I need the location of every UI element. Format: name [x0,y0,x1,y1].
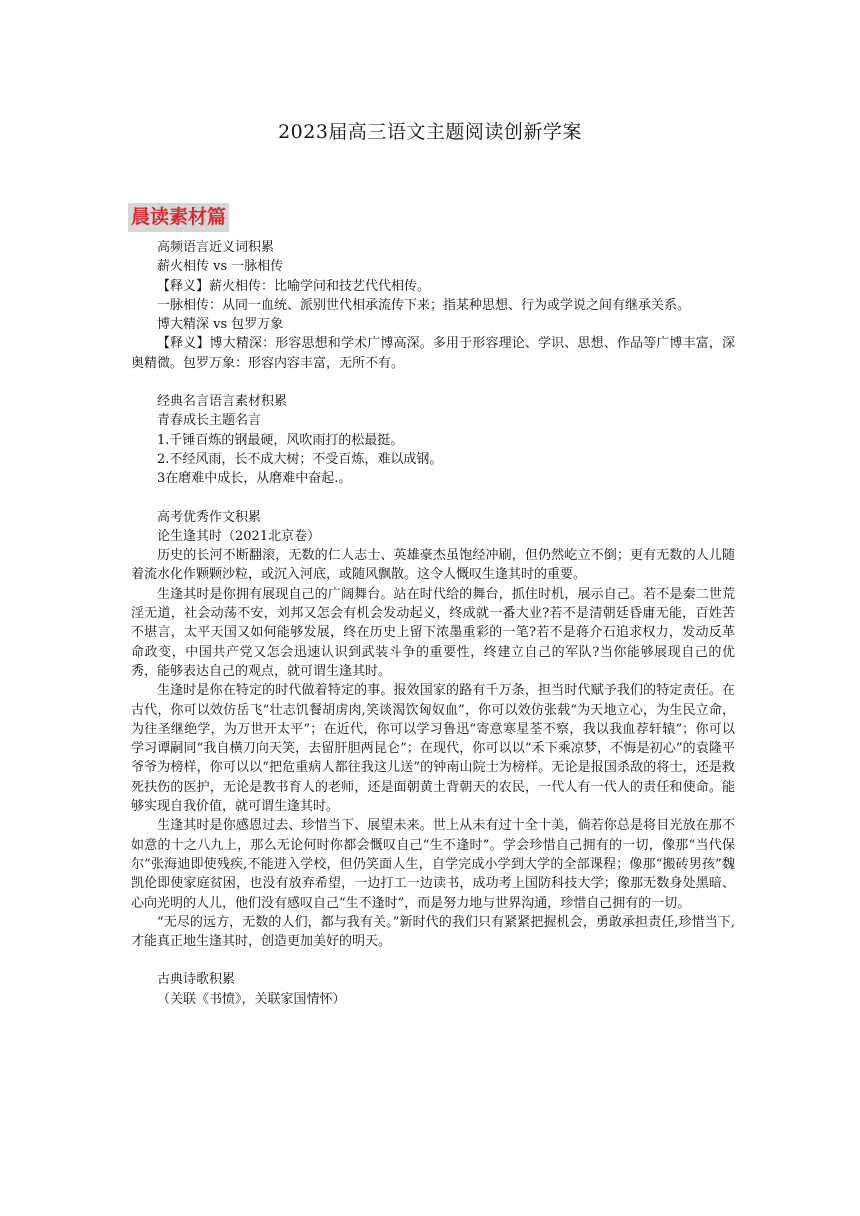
quote-item: 2.不经风雨，长不成大树；不受百炼，难以成钢。 [157,451,443,467]
essay-paragraph: “无尽的远方，无数的人们，都与我有关。”新时代的我们只有紧紧把握机会，勇敢承担责任,珍惜当下,才能真正地生逢其时，创造更加美好的明天。 [131,914,735,950]
vocab-pair-1-definition-2: 一脉相传：从同一血统、派别世代相承流传下来；指某种思想、行为或学说之间有继承关系。 [157,297,691,313]
essay-heading: 高考优秀作文积累 [157,509,262,525]
essay-paragraph: 历史的长河不断翻滚，无数的仁人志士、英雄豪杰虽饱经冲刷，但仍然屹立不倒；更有无数的人儿随着流水化作颗颗沙粒，或沉入河底，或随风飘散。这令人慨叹生逢其时的重要。 [131,548,735,583]
vocab-heading: 高频语言近义词积累 [157,240,275,255]
spacer [131,489,735,508]
poetry-heading: 古典诗歌积累 [157,972,236,988]
quote-item: 3在磨难中成长，从磨难中奋起.。 [157,471,352,487]
spacer [131,951,735,970]
vocab-pair-2: 博大精深 vs 包罗万象 [157,317,284,333]
quotes-subheading: 青春成长主题名言 [157,413,262,429]
spacer [131,373,735,392]
vocab-pair-2-definition: 【释义】博大精深：形容思想和学术广博高深。多用于形容理论、学识、思想、作品等广博丰富，深奥精微。包罗万象：形容内容丰富，无所不有。 [131,336,735,371]
essay-paragraph: 生逢其时是你感恩过去、珍惜当下、展望未来。世上从未有过十全十美，倘若你总是将目光放在那不如意的十之八九上，那么无论何时你都会慨叹自己“生不逢时”。学会珍惜自己拥有的一切，像那“当代保尔”张海迪即使残疾,不能进入学校，但仍笑面人生，自学完成小学到大学的全部课程；像那“搬砖男孩”魏凯伦即使家庭贫困，也没有放弃希望，一边打工一边读书，成功考上国防科技大学；像那无数身处黑暗、心向光明的人儿，他们没有感叹自己“生不逢时”，而是努力地与世界沟通，珍惜自己拥有的一切。 [131,818,735,911]
essay-paragraph: 生逢时是你在特定的时代做着特定的事。报效国家的路有千万条，担当时代赋予我们的特定责任。在古代，你可以效仿岳飞“壮志饥餐胡虏肉,笑谈渴饮匈奴血”，你可以效仿张载“为天地立心，为生民立命，为往圣继绝学，为万世开太平”；在近代，你可以学习鲁迅“寄意寒星荃不察，我以我血荐轩辕”；你可以学习谭嗣同“我自横刀向天笑，去留肝胆两昆仑”；在现代，你可以以“禾下乘凉梦，不悔是初心”的袁隆平爷爷为榜样，你可以以“把危重病人都往我这儿送”的钟南山院士为榜样。无论是报国杀敌的将士，还是救死扶伤的医护，无论是教书育人的老师，还是面朝黄土背朝天的农民，一代人有一代人的责任和使命。能够实现自我价值，就可谓生逢其时。 [131,683,735,815]
section-header-morning-reading: 晨读素材篇 [128,203,229,232]
quotes-heading: 经典名言语言素材积累 [157,394,288,410]
document-title: 2023届高三语文主题阅读创新学案 [278,121,582,143]
essay-paragraph: 生逢其时是你拥有展现自己的广阔舞台。站在时代给的舞台，抓住时机，展示自己。若不是秦二世荒淫无道，社会动荡不安，刘邦又怎会有机会发动起义，终成就一番大业?若不是清朝廷昏庸无能，百姓苦不堪言，太平天国又如何能够发展，终在历史上留下浓墨重彩的一笔?若不是蒋介石追求权力，发动反革命政变，中国共产党又怎会迅速认识到武装斗争的重要性，终建立自己的军队?当你能够展现自己的优秀，能够表达自己的观点，就可谓生逢其时。 [131,586,735,679]
quote-item: 1.千锤百炼的钢最硬，风吹雨打的松最挺。 [157,432,404,448]
essay-title: 论生逢其时（2021北京卷） [157,528,321,544]
document-body [131,238,735,1009]
vocab-pair-1: 薪火相传 vs 一脉相传 [157,259,284,275]
poetry-note: （关联《书愤》，关联家国情怀） [157,991,346,1007]
vocab-pair-1-definition: 【释义】薪火相传：比喻学问和技艺代代相传。 [157,278,431,294]
